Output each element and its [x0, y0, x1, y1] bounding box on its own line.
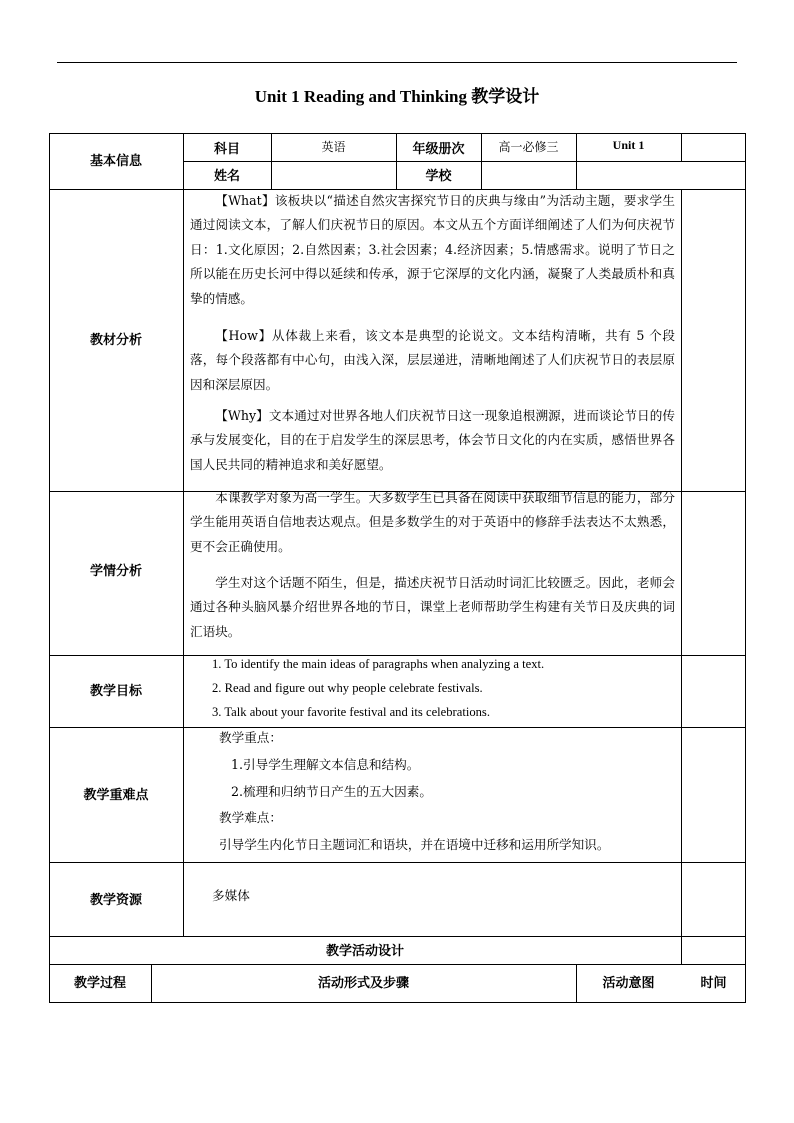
focus-item: 1.引导学生理解文本信息和结构。	[231, 757, 420, 772]
objectives-label: 教学目标	[89, 684, 142, 699]
page-title: Unit 1 Reading and Thinking 教学设计	[254, 87, 540, 106]
activity-design-title: 教学活动设计	[325, 944, 404, 959]
header-rule	[57, 62, 737, 63]
student-analysis-label: 学情分析	[89, 564, 142, 579]
difficulty-title: 教学难点：	[219, 810, 282, 825]
student-para-1: 本课教学对象为高一学生。大多数学生已具备在阅读中获取细节信息的能力，部分学生能用英语自信地表达观点。但是多数学生的对于英语中的修辞手法表达不太熟悉，更不会正确使用。	[190, 490, 675, 554]
grade-label: 年级册次	[412, 142, 465, 157]
subject-label: 科目	[213, 142, 240, 157]
subject-value: 英语	[321, 140, 346, 154]
col-line	[681, 133, 682, 161]
analysis-why: 【Why】文本通过对世界各地人们庆祝节日这一现象追根溯源，进而谈论节日的传承与发展变化，目的在于启发学生的深层思考，体会节日文化的内在实质，感悟世界各国人民共同的精神追求和美好愿望。	[190, 408, 675, 472]
col-line	[183, 189, 184, 936]
school-label: 学校	[425, 169, 452, 184]
objective-item: 2. Read and figure out why people celebrate festivals.	[212, 681, 483, 695]
col-process: 教学过程	[73, 976, 126, 991]
student-para-2: 学生对这个话题不陌生，但是，描述庆祝节日活动时词汇比较匮乏。因此，老师会通过各种头脑风暴介绍世界各地的节日，课堂上老师帮助学生构建有关节日及庆典的词汇语块。	[190, 575, 675, 639]
unit-value: Unit 1	[612, 138, 645, 152]
row-line	[183, 161, 745, 162]
key-points-label: 教学重难点	[83, 788, 149, 803]
basic-info-label: 基本信息	[89, 154, 142, 169]
col-time: 时间	[700, 976, 727, 991]
row-line	[49, 862, 746, 863]
analysis-what: 【What】该板块以“描述自然灾害探究节日的庆典与缘由”为活动主题，要求学生通过阅读文本，了解人们庆祝节日的原因。本文从五个方面详细阐述了人们为何庆祝节日：1.文化原因；2.自然因素；3.社会因素；4.经济因素；5.情感需求。说明了节日之所以能在历史长河中得以延续和传承，源于它深厚的文化内涵，凝聚了人类最质朴和真挚的情感。	[190, 193, 675, 306]
analysis-how: 【How】从体裁上来看，该文本是典型的论说文。文本结构清晰，共有 5 个段落，每个段落都有中心句，由浅入深，层层递进，清晰地阐述了人们庆祝节日的表层原因和深层原因。	[190, 328, 675, 392]
textbook-analysis-label: 教材分析	[89, 333, 142, 348]
grade-value: 高一必修三	[498, 140, 559, 154]
row-line	[49, 936, 746, 937]
col-line	[681, 189, 682, 964]
row-line	[49, 727, 746, 728]
name-label: 姓名	[213, 169, 240, 184]
difficulty-text: 引导学生内化节日主题词汇和语块，并在语境中迁移和运用所学知识。	[219, 837, 610, 852]
objective-item: 1. To identify the main ideas of paragraphs when analyzing a text.	[212, 657, 545, 671]
row-line	[49, 964, 746, 965]
resources-label: 教学资源	[89, 893, 142, 908]
objective-item: 3. Talk about your favorite festival and its celebrations.	[212, 705, 490, 719]
resources-value: 多媒体	[212, 888, 250, 903]
focus-item: 2.梳理和归纳节日产生的五大因素。	[231, 784, 432, 799]
col-intent: 活动意图	[602, 976, 655, 991]
focus-title: 教学重点：	[219, 730, 282, 745]
col-steps: 活动形式及步骤	[317, 976, 409, 991]
